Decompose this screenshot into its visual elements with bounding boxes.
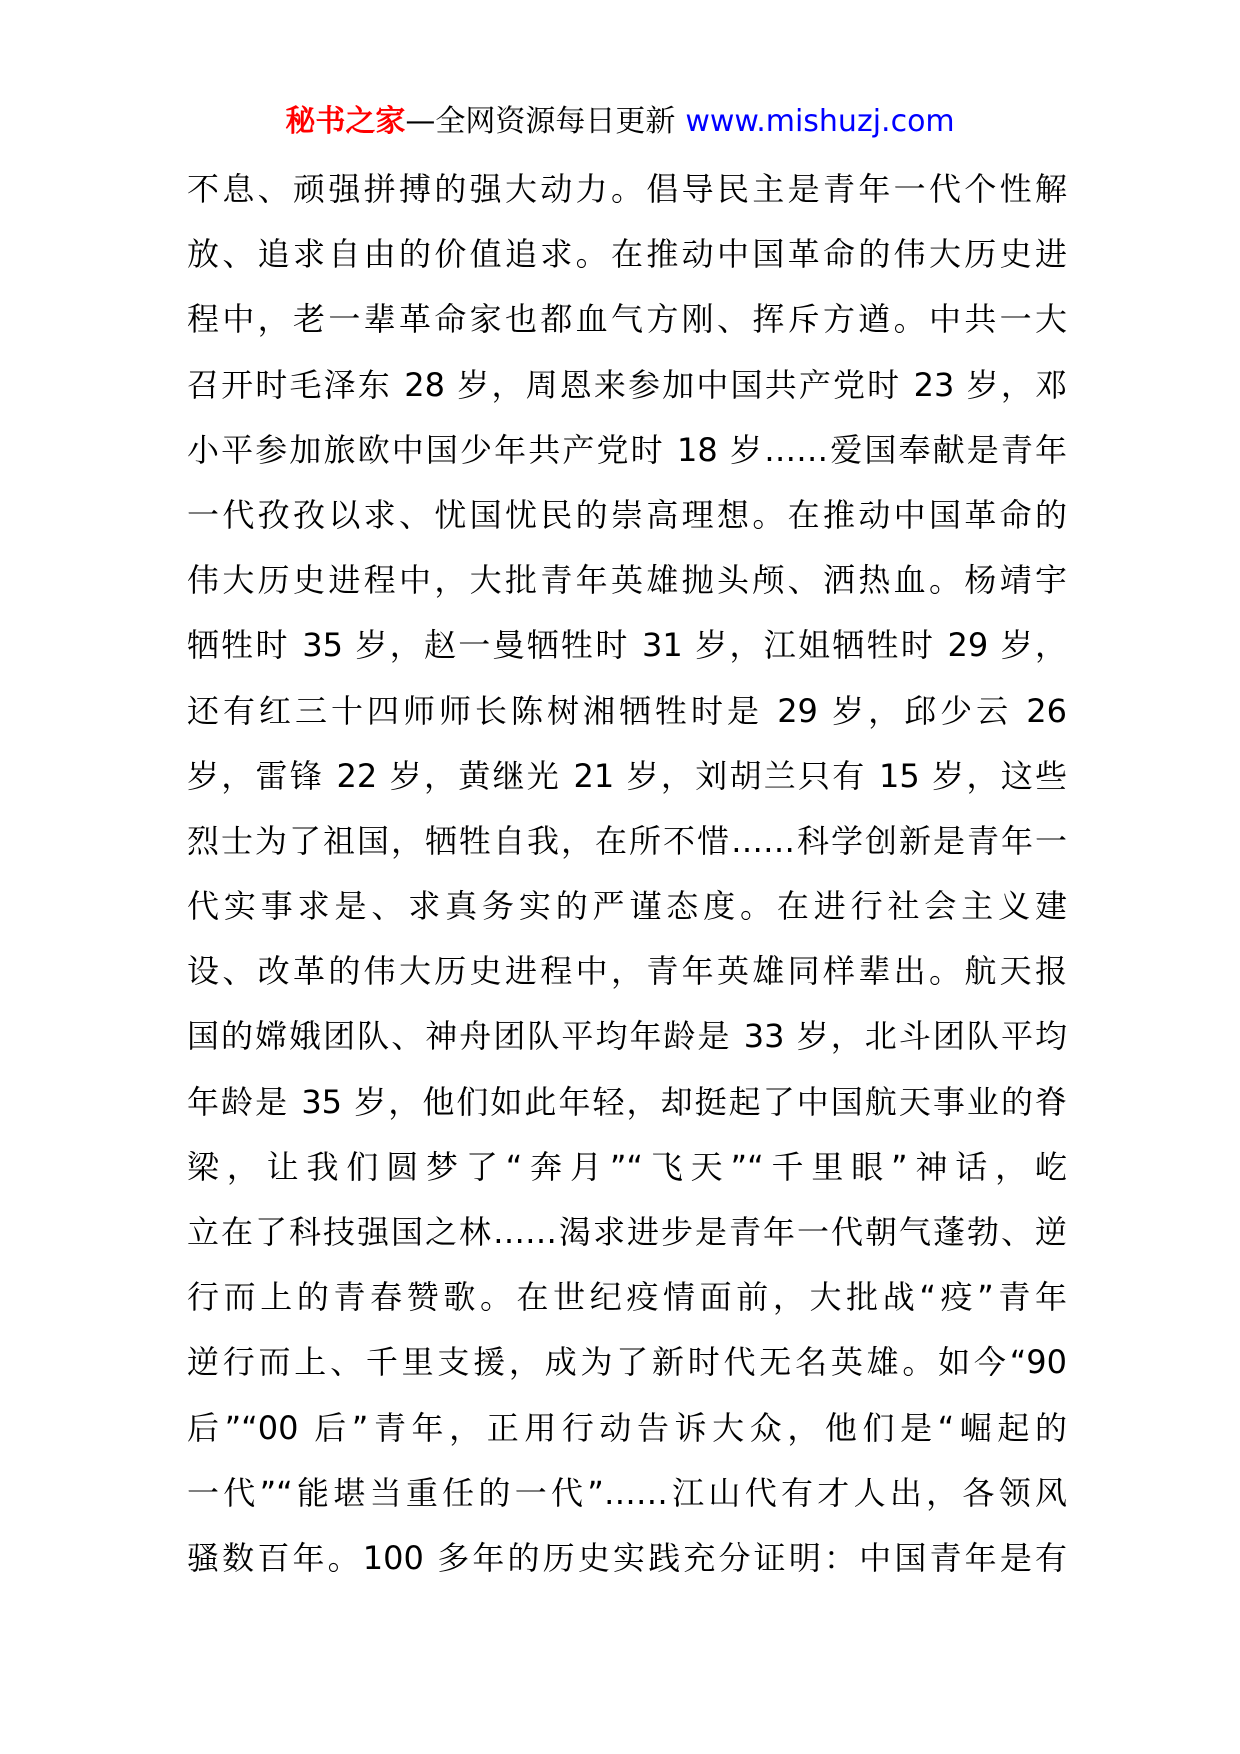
body-text-line: 行而上的青春赞歌。在世纪疫情面前，大批战“疫”青年: [187, 1278, 1067, 1317]
site-url-link[interactable]: www.mishuzj.com: [685, 104, 955, 139]
body-text-line: 梁，让我们圆梦了“奔月”“飞天”“千里眼”神话，屹: [187, 1147, 1067, 1186]
body-text-line: 牺牲时 35 岁，赵一曼牺牲时 31 岁，江姐牺牲时 29 岁，: [187, 626, 1067, 665]
site-tagline: —全网资源每日更新: [405, 104, 676, 139]
page-header: [0, 100, 1240, 144]
body-text-line: 岁，雷锋 22 岁，黄继光 21 岁，刘胡兰只有 15 岁，这些: [187, 756, 1067, 795]
body-text-line: 召开时毛泽东 28 岁，周恩来参加中国共产党时 23 岁，邓: [187, 365, 1067, 404]
body-text-line: 伟大历史进程中，大批青年英雄抛头颅、洒热血。杨靖宇: [187, 561, 1067, 600]
body-text-line: 一代孜孜以求、忧国忧民的崇高理想。在推动中国革命的: [187, 495, 1067, 534]
body-text-line: 一代”“能堪当重任的一代”……江山代有才人出，各领风: [187, 1473, 1067, 1512]
body-text-line: 年龄是 35 岁，他们如此年轻，却挺起了中国航天事业的脊: [187, 1082, 1067, 1121]
body-text-line: 放、追求自由的价值追求。在推动中国革命的伟大历史进: [187, 235, 1067, 274]
body-text-line: 骚数百年。100 多年的历史实践充分证明：中国青年是有: [187, 1538, 1067, 1577]
body-text-line: 国的嫦娥团队、神舟团队平均年龄是 33 岁，北斗团队平均: [187, 1017, 1067, 1056]
body-text-line: 不息、顽强拼搏的强大动力。倡导民主是青年一代个性解: [187, 170, 1067, 208]
body-text-line: 逆行而上、千里支援，成为了新时代无名英雄。如今“90: [187, 1343, 1067, 1382]
body-text-line: 程中，老一辈革命家也都血气方刚、挥斥方遒。中共一大: [187, 300, 1067, 339]
site-brand: 秘书之家: [285, 104, 406, 139]
body-text-line: 立在了科技强国之林……渴求进步是青年一代朝气蓬勃、逆: [187, 1213, 1067, 1251]
document-body: [187, 157, 1067, 1591]
body-text-line: 还有红三十四师师长陈树湘牺牲时是 29 岁，邱少云 26: [187, 691, 1067, 730]
body-text-line: 设、改革的伟大历史进程中，青年英雄同样辈出。航天报: [187, 952, 1067, 991]
body-text-line: 烈士为了祖国，牺牲自我，在所不惜……科学创新是青年一: [187, 821, 1067, 860]
body-text-line: 代实事求是、求真务实的严谨态度。在进行社会主义建: [187, 887, 1067, 926]
body-text-line: 后”“00 后”青年，正用行动告诉大众，他们是“崛起的: [187, 1408, 1067, 1447]
body-text-line: 小平参加旅欧中国少年共产党时 18 岁……爱国奉献是青年: [187, 430, 1067, 469]
